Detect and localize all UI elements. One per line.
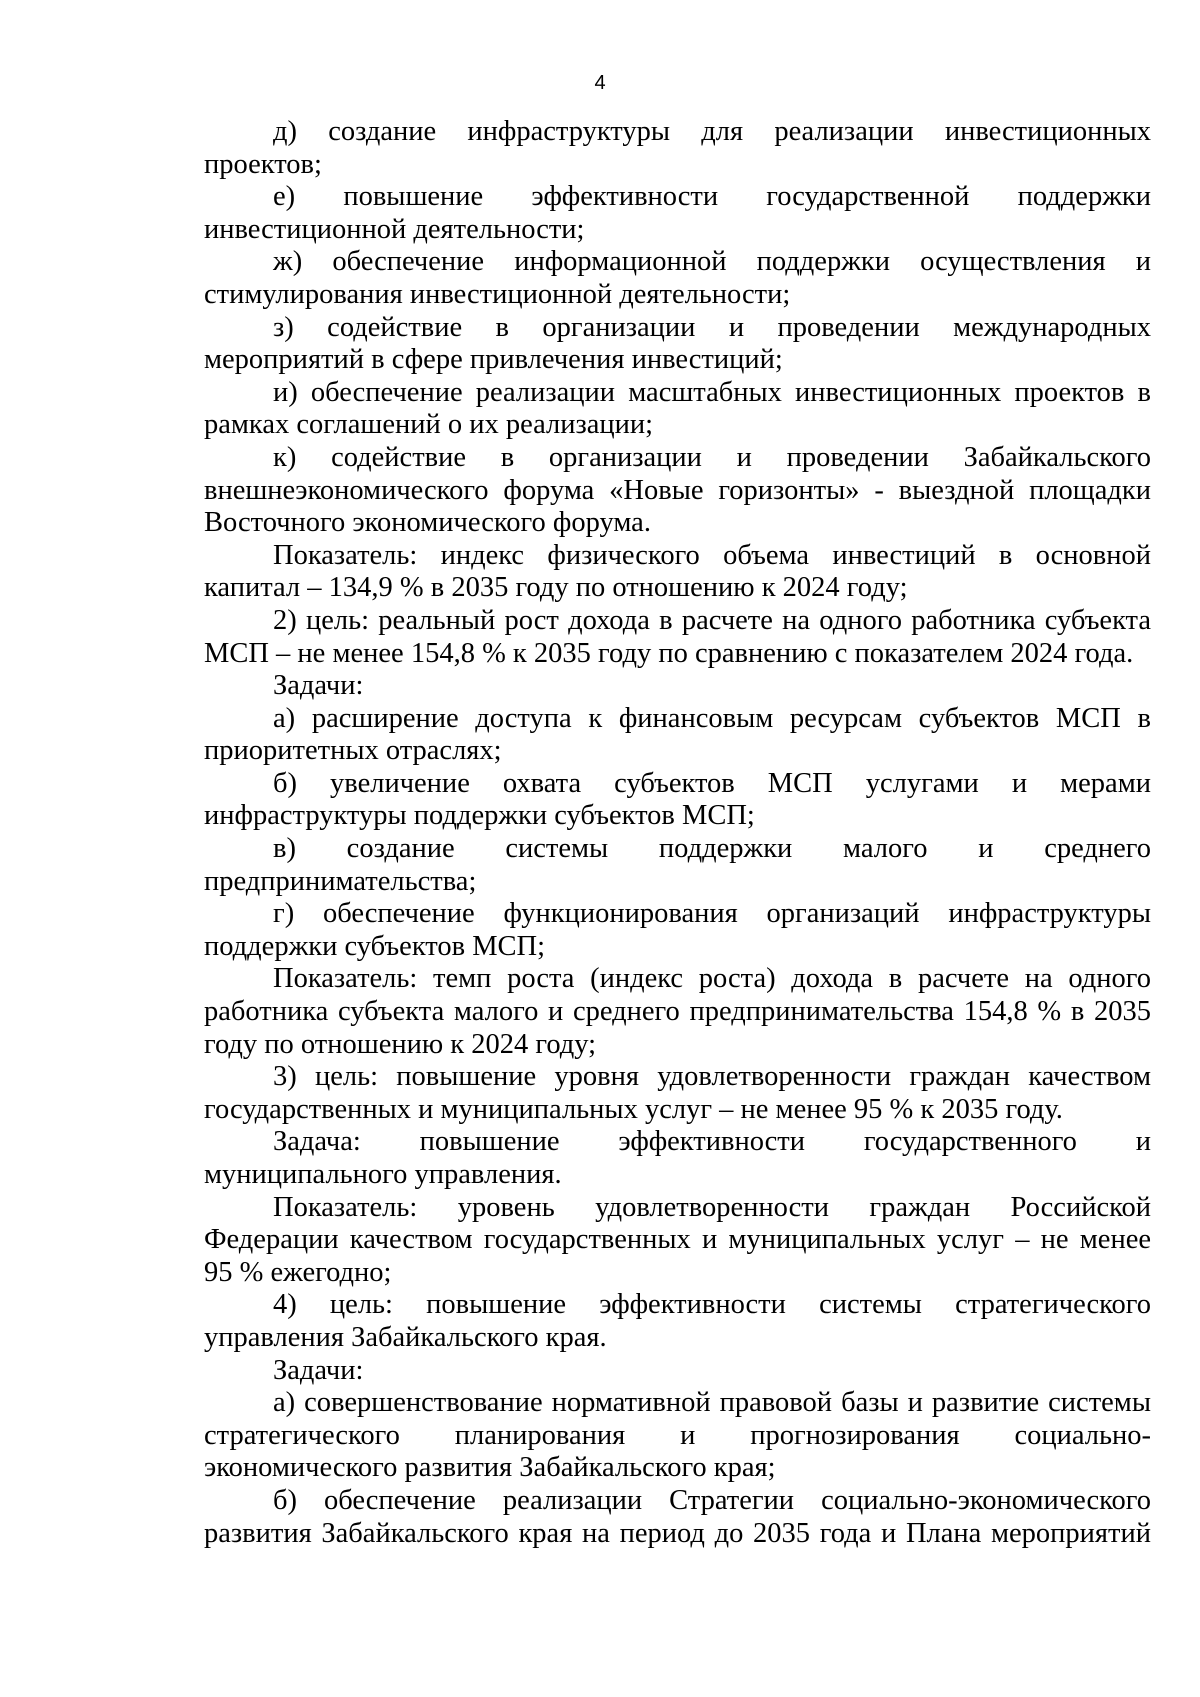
document-body [204,116,1151,1550]
tasks-heading: Задачи: [273,1354,364,1386]
goal-paragraph: 3) цель: повышение уровня удовлетворенности граждан качеством государственных и муниципальных услуг – не менее 95 % к 2035 году. [204,1061,1151,1125]
list-item-d: д) создание инфраструктуры для реализации инвестиционных проектов; [204,116,1151,180]
tasks-heading: Задачи: [273,670,364,702]
indicator-paragraph: Показатель: уровень удовлетворенности граждан Российской Федерации качеством государственных и муниципальных услуг – не менее 95 % ежегодно; [204,1191,1151,1288]
list-item-k: к) содействие в организации и проведении Забайкальского внешнеэкономического форума «Новые горизонты» - выездной площадки Восточного экономического форума. [204,441,1151,539]
list-item-b: б) увеличение охвата субъектов МСП услугами и мерами инфраструктуры поддержки субъектов МСП; [204,767,1151,832]
goal-paragraph: 2) цель: реальный рост дохода в расчете на одного работника субъекта МСП – не менее 154,8 % к 2035 году по сравнению с показателем 2024 года. [204,604,1151,669]
list-item-i: и) обеспечение реализации масштабных инвестиционных проектов в рамках соглашений о их реализации; [204,376,1151,441]
list-item-zh: ж) обеспечение информационной поддержки осуществления и стимулирования инвестиционной деятельности; [204,246,1151,310]
goal-paragraph: 4) цель: повышение эффективности системы стратегического управления Забайкальского края. [204,1289,1151,1353]
indicator-paragraph: Показатель: индекс физического объема инвестиций в основной капитал – 134,9 % в 2035 году по отношению к 2024 году; [204,539,1151,604]
list-item-e: е) повышение эффективности государственной поддержки инвестиционной деятельности; [204,181,1151,245]
list-item-a: а) совершенствование нормативной правовой базы и развитие системы стратегического планирования и прогнозирования социально-экономического развития Забайкальского края; [204,1387,1151,1484]
indicator-paragraph: Показатель: темп роста (индекс роста) дохода в расчете на одного работника субъекта малого и среднего предпринимательства 154,8 % в 2035 году по отношению к 2024 году; [204,963,1151,1060]
task-paragraph: Задача: повышение эффективности государственного и муниципального управления. [204,1126,1151,1190]
list-item-g: г) обеспечение функционирования организаций инфраструктуры поддержки субъектов МСП; [204,898,1151,962]
list-item-b: б) обеспечение реализации Стратегии социально-экономического развития Забайкальского края на период до 2035 года и Плана мероприятий [204,1484,1151,1549]
list-item-v: в) создание системы поддержки малого и среднего предпринимательства; [204,833,1151,897]
list-item-z: з) содействие в организации и проведении международных мероприятий в сфере привлечения инвестиций; [204,311,1151,376]
page-number: 4 [594,72,606,94]
list-item-a: а) расширение доступа к финансовым ресурсам субъектов МСП в приоритетных отраслях; [204,702,1151,767]
